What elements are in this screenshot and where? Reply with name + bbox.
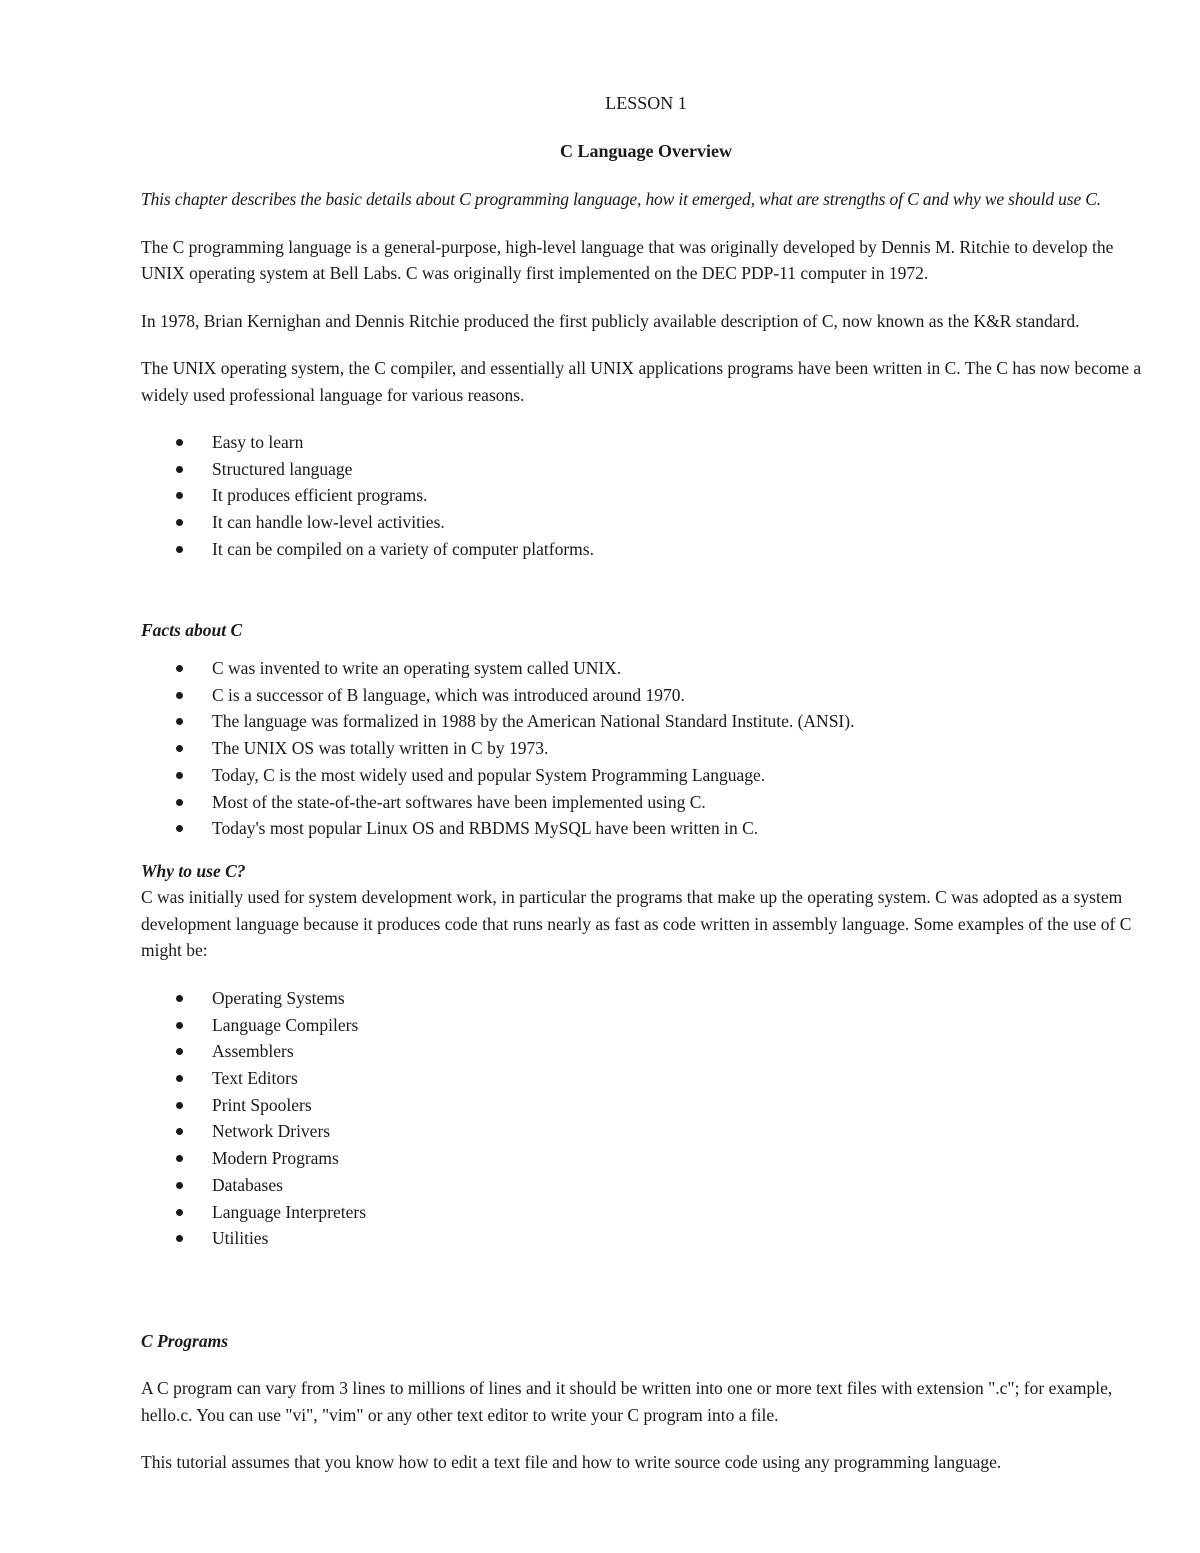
bullet-icon: [176, 546, 183, 553]
document-page: [141, 90, 1151, 1497]
paragraph-tutorial: This tutorial assumes that you know how to edit a text file and how to write source code using any programming language.: [141, 1452, 1002, 1473]
list-item: It produces efficient programs.: [212, 482, 1151, 509]
list-item: Modern Programs: [212, 1145, 1151, 1172]
list-item: Network Drivers: [212, 1118, 1151, 1145]
paragraph-history: The C programming language is a general-purpose, high-level language that was originally developed by Dennis M. Ritchie to develop the UNIX operating system at Bell Labs. C was originally first implemented on the DEC PDP-11 computer in 1972.: [141, 236, 1114, 283]
bullet-icon: [176, 1048, 183, 1055]
list-item: Language Interpreters: [212, 1199, 1151, 1226]
list-item: Today's most popular Linux OS and RBDMS MySQL have been written in C.: [212, 815, 1151, 842]
paragraph-unix: The UNIX operating system, the C compiler, and essentially all UNIX applications programs have been written in C. The C has now become a widely used professional language for various reasons.: [141, 358, 1142, 405]
list-item: It can be compiled on a variety of computer platforms.: [212, 536, 1151, 563]
bullet-icon: [176, 995, 183, 1002]
list-item: Assemblers: [212, 1038, 1151, 1065]
list-item: C was invented to write an operating system called UNIX.: [212, 655, 1151, 682]
bullet-icon: [176, 1075, 183, 1082]
bullet-icon: [176, 439, 183, 446]
list-item: Text Editors: [212, 1065, 1151, 1092]
bullet-icon: [176, 1235, 183, 1242]
bullet-icon: [176, 1182, 183, 1189]
bullet-icon: [176, 519, 183, 526]
bullet-icon: [176, 665, 183, 672]
bullet-icon: [176, 1155, 183, 1162]
bullet-icon: [176, 492, 183, 499]
list-item: Today, C is the most widely used and popular System Programming Language.: [212, 762, 1151, 789]
bullet-icon: [176, 799, 183, 806]
uses-list: [141, 985, 1151, 1252]
intro-text: This chapter describes the basic details about C programming language, how it emerged, what are strengths of C and why we should use C.: [141, 189, 1102, 209]
bullet-icon: [176, 1209, 183, 1216]
lesson-label: LESSON 1: [605, 93, 687, 113]
bullet-icon: [176, 772, 183, 779]
bullet-icon: [176, 825, 183, 832]
bullet-icon: [176, 1102, 183, 1109]
list-item: The UNIX OS was totally written in C by 1973.: [212, 735, 1151, 762]
list-item: Easy to learn: [212, 429, 1151, 456]
list-item: Most of the state-of-the-art softwares have been implemented using C.: [212, 789, 1151, 816]
list-item: Utilities: [212, 1225, 1151, 1252]
programs-heading: C Programs: [141, 1330, 229, 1351]
paragraph-programs: A C program can vary from 3 lines to millions of lines and it should be written into one or more text files with extension ".c"; for example, hello.c. You can use "vi", "vim" or any other text editor to write your C program into a file.: [141, 1378, 1113, 1425]
bullet-icon: [176, 692, 183, 699]
list-item: Databases: [212, 1172, 1151, 1199]
list-item: Language Compilers: [212, 1012, 1151, 1039]
paragraph-kr-standard: In 1978, Brian Kernighan and Dennis Ritchie produced the first publicly available description of C, now known as the K&R standard.: [141, 310, 1080, 331]
list-item: Operating Systems: [212, 985, 1151, 1012]
why-heading: Why to use C?: [141, 860, 246, 881]
bullet-icon: [176, 1022, 183, 1029]
paragraph-why: C was initially used for system development work, in particular the programs that make up the operating system. C was adopted as a system development language because it produces code that runs nearly as fast as code written in assembly language. Some examples of the use of C might be:: [141, 887, 1132, 961]
list-item: Structured language: [212, 456, 1151, 483]
reasons-list: [141, 429, 1151, 563]
bullet-icon: [176, 745, 183, 752]
list-item: It can handle low-level activities.: [212, 509, 1151, 536]
list-item: C is a successor of B language, which was introduced around 1970.: [212, 682, 1151, 709]
facts-list: [141, 655, 1151, 842]
list-item: The language was formalized in 1988 by the American National Standard Institute. (ANSI).: [212, 708, 1151, 735]
page-title: C Language Overview: [560, 141, 732, 161]
facts-heading: Facts about C: [141, 619, 243, 640]
bullet-icon: [176, 1128, 183, 1135]
list-item: Print Spoolers: [212, 1092, 1151, 1119]
bullet-icon: [176, 718, 183, 725]
bullet-icon: [176, 466, 183, 473]
